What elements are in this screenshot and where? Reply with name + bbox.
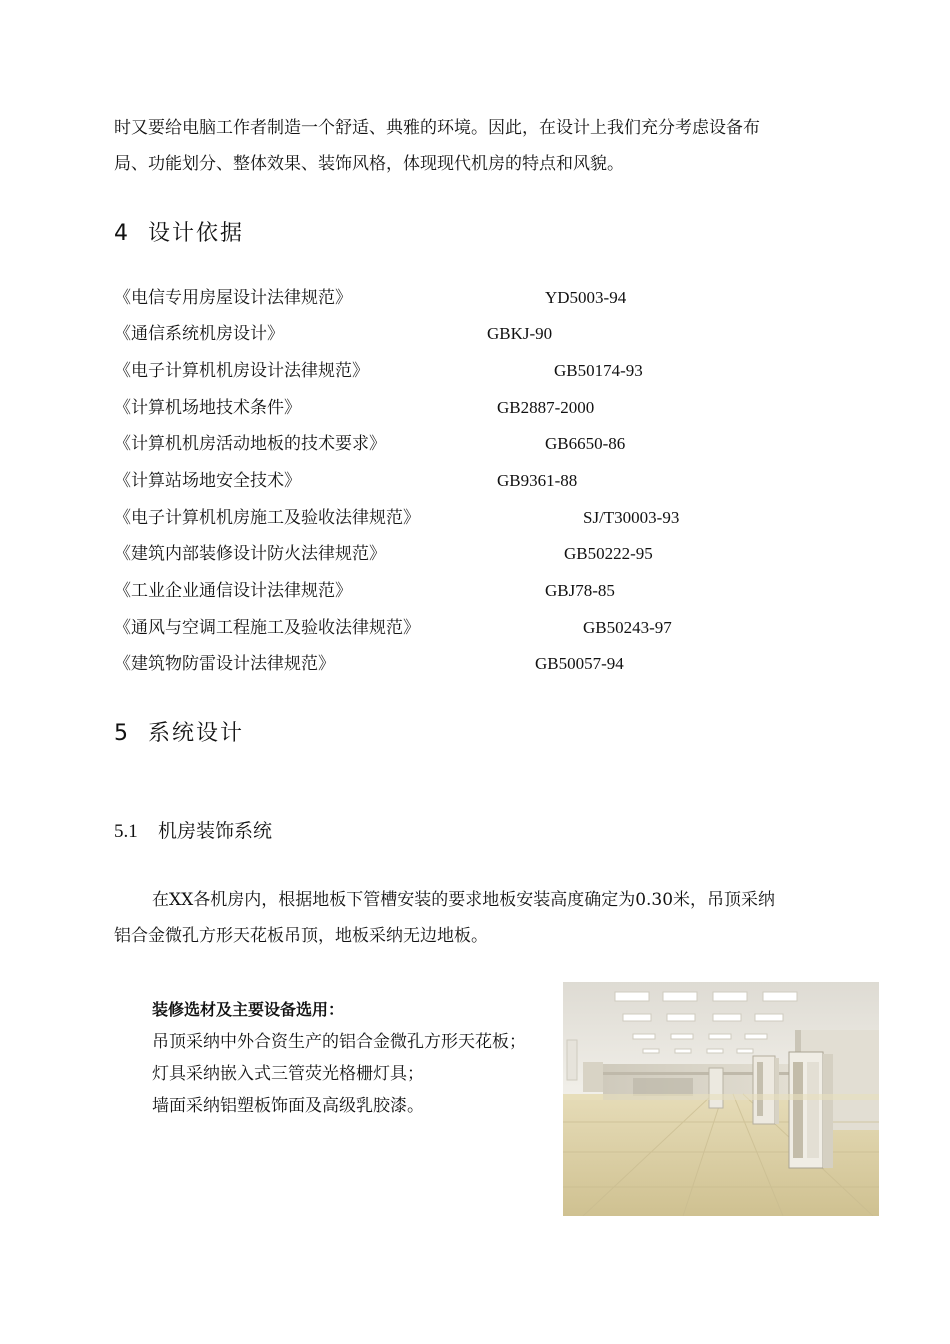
intro-paragraph: [114, 110, 864, 182]
intro-line-1: 时又要给电脑工作者制造一个舒适、典雅的环境。因此，在设计上我们充分考虑设备布: [114, 118, 760, 138]
reference-code: GB2887-2000: [497, 398, 595, 417]
reference-name: 《电子计算机机房设计法律规范》: [114, 361, 369, 381]
section-title: 系统设计: [148, 721, 245, 746]
reference-name: 《计算机机房活动地板的技术要求》: [114, 434, 386, 454]
section-number: 5: [114, 721, 130, 746]
section-4-heading: [114, 216, 244, 247]
machine-room-photo: [563, 982, 879, 1216]
material-item: 墙面采纳铝塑板饰面及高级乳胶漆。: [152, 1096, 424, 1116]
reference-name: 《建筑内部装修设计防火法律规范》: [114, 544, 386, 564]
reference-name: 《计算机场地技术条件》: [114, 398, 301, 418]
section-5-heading: [114, 716, 244, 747]
reference-code: GB50222-95: [564, 544, 653, 563]
reference-code: YD5003-94: [545, 288, 627, 307]
reference-name: 《电信专用房屋设计法律规范》: [114, 288, 352, 308]
reference-name: 《通风与空调工程施工及验收法律规范》: [114, 618, 420, 638]
reference-name: 《通信系统机房设计》: [114, 324, 284, 344]
section-number: 4: [114, 221, 130, 246]
reference-code: SJ/T30003-93: [583, 508, 680, 527]
reference-code: GB50174-93: [554, 361, 643, 380]
subsection-number: 5.1: [114, 821, 138, 842]
reference-name: 《计算站场地安全技术》: [114, 471, 301, 491]
reference-code: GBKJ-90: [487, 324, 553, 343]
reference-code: GB50057-94: [535, 654, 624, 673]
material-item: 灯具采纳嵌入式三管荧光格栅灯具；: [152, 1064, 424, 1084]
subsection-title: 机房装饰系统: [158, 820, 273, 842]
reference-code: GBJ78-85: [545, 581, 615, 600]
material-item: 吊顶采纳中外合资生产的铝合金微孔方形天花板；: [152, 1032, 526, 1052]
decoration-line-2: 铝合金微孔方形天花板吊顶，地板采纳无边地板。: [114, 926, 488, 946]
reference-code: GB6650-86: [545, 434, 626, 453]
reference-name: 《电子计算机机房施工及验收法律规范》: [114, 508, 420, 528]
materials-heading: 装修选材及主要设备选用：: [152, 1000, 345, 1019]
reference-code: GB50243-97: [583, 618, 672, 637]
intro-line-2: 局、功能划分、整体效果、装饰风格，体现现代机房的特点和风貌。: [114, 154, 624, 174]
machine-room-photo-illustration: [563, 982, 879, 1216]
decoration-line-1: 在XX各机房内，根据地板下管槽安装的要求地板安装高度确定为0.30米，吊顶采纳: [152, 890, 776, 910]
section-5-1-heading: [114, 816, 272, 843]
decoration-paragraph: [114, 882, 864, 954]
section-title: 设计依据: [148, 221, 245, 246]
reference-code: GB9361-88: [497, 471, 578, 490]
reference-name: 《工业企业通信设计法律规范》: [114, 581, 352, 601]
reference-name: 《建筑物防雷设计法律规范》: [114, 654, 335, 674]
materials-list: [152, 994, 526, 1122]
